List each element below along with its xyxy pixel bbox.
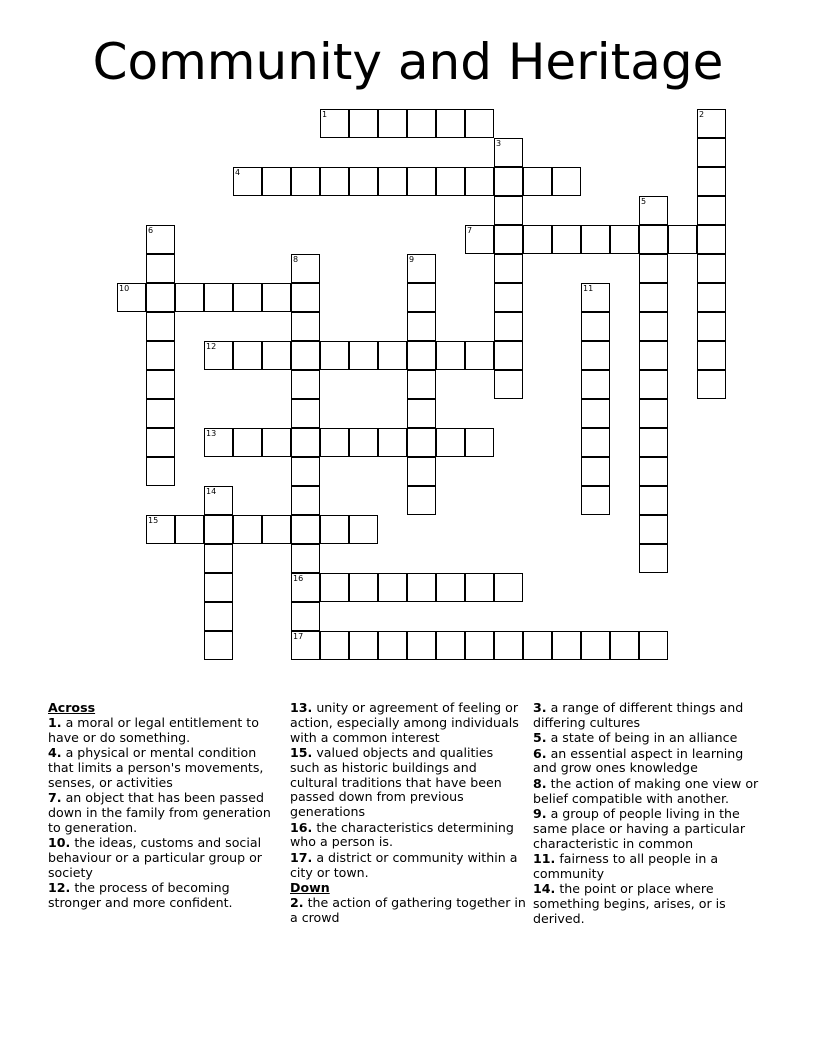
grid-cell[interactable] xyxy=(436,631,465,660)
grid-cell[interactable] xyxy=(291,486,320,515)
clue-number: 7 xyxy=(467,226,473,235)
grid-cell[interactable] xyxy=(436,167,465,196)
grid-cell[interactable] xyxy=(581,428,610,457)
grid-cell[interactable] xyxy=(378,428,407,457)
clue-across-13: 13. unity or agreement of feeling or action, especially among individuals with a common interest xyxy=(290,700,519,745)
grid-cell[interactable] xyxy=(407,341,436,370)
grid-cell[interactable] xyxy=(291,254,320,283)
grid-cell[interactable] xyxy=(349,428,378,457)
clue-number: 17 xyxy=(293,632,304,641)
grid-cell[interactable] xyxy=(146,370,175,399)
grid-cell[interactable] xyxy=(494,283,523,312)
grid-cell[interactable] xyxy=(407,312,436,341)
grid-cell[interactable] xyxy=(407,631,436,660)
clue-number: 16 xyxy=(293,574,304,583)
clue-down-6: 6. an essential aspect in learning and grow ones knowledge xyxy=(533,745,744,776)
grid-cell[interactable] xyxy=(291,515,320,544)
clue-number: 5 xyxy=(641,197,647,206)
grid-cell[interactable] xyxy=(146,428,175,457)
grid-cell[interactable] xyxy=(639,631,668,660)
grid-cell[interactable] xyxy=(291,283,320,312)
grid-cell[interactable] xyxy=(233,428,262,457)
grid-cell[interactable] xyxy=(349,631,378,660)
grid-cell[interactable] xyxy=(436,573,465,602)
grid-cell[interactable] xyxy=(378,573,407,602)
grid-cell[interactable] xyxy=(204,515,233,544)
grid-cell[interactable] xyxy=(610,225,639,254)
grid-cell[interactable] xyxy=(262,283,291,312)
grid-cell[interactable] xyxy=(581,225,610,254)
grid-cell[interactable] xyxy=(639,196,668,225)
grid-cell[interactable] xyxy=(697,109,726,138)
grid-cell[interactable] xyxy=(320,109,349,138)
grid-cell[interactable] xyxy=(697,167,726,196)
grid-cell[interactable] xyxy=(552,631,581,660)
clue-number: 1 xyxy=(322,110,328,119)
grid-cell[interactable] xyxy=(639,283,668,312)
grid-cell[interactable] xyxy=(581,312,610,341)
grid-cell[interactable] xyxy=(407,370,436,399)
clue-down-3: 3. a range of different things and differing cultures xyxy=(533,700,744,730)
grid-cell[interactable] xyxy=(262,167,291,196)
grid-cell[interactable] xyxy=(117,283,146,312)
grid-cell[interactable] xyxy=(465,167,494,196)
grid-cell[interactable] xyxy=(320,341,349,370)
clue-across-1: 1. a moral or legal entitlement to have or do something. xyxy=(48,714,259,745)
grid-cell[interactable] xyxy=(233,283,262,312)
grid-cell[interactable] xyxy=(291,602,320,631)
grid-cell[interactable] xyxy=(320,573,349,602)
grid-cell[interactable] xyxy=(407,428,436,457)
clue-column-2 xyxy=(290,701,526,926)
grid-cell[interactable] xyxy=(378,167,407,196)
grid-cell[interactable] xyxy=(146,254,175,283)
grid-cell[interactable] xyxy=(291,341,320,370)
grid-cell[interactable] xyxy=(639,486,668,515)
grid-cell[interactable] xyxy=(146,515,175,544)
grid-cell[interactable] xyxy=(262,428,291,457)
grid-cell[interactable] xyxy=(639,515,668,544)
grid-cell[interactable] xyxy=(146,457,175,486)
grid-cell[interactable] xyxy=(465,109,494,138)
clue-down-8: 8. the action of making one view or belief compatible with another. xyxy=(533,775,759,806)
grid-cell[interactable] xyxy=(204,283,233,312)
grid-cell[interactable] xyxy=(697,283,726,312)
down-header: Down xyxy=(290,879,330,895)
grid-cell[interactable] xyxy=(581,399,610,428)
grid-cell[interactable] xyxy=(465,631,494,660)
grid-cell[interactable] xyxy=(407,254,436,283)
grid-cell[interactable] xyxy=(262,515,291,544)
grid-cell[interactable] xyxy=(697,138,726,167)
grid-cell[interactable] xyxy=(436,341,465,370)
grid-cell[interactable] xyxy=(204,486,233,515)
clue-down-14: 14. the point or place where something begins, arises, or is derived. xyxy=(533,881,726,926)
grid-cell[interactable] xyxy=(494,196,523,225)
grid-cell[interactable] xyxy=(407,399,436,428)
grid-cell[interactable] xyxy=(697,341,726,370)
grid-cell[interactable] xyxy=(407,167,436,196)
grid-cell[interactable] xyxy=(349,167,378,196)
grid-cell[interactable] xyxy=(494,254,523,283)
grid-cell[interactable] xyxy=(378,341,407,370)
grid-cell[interactable] xyxy=(175,283,204,312)
grid-cell[interactable] xyxy=(291,544,320,573)
grid-cell[interactable] xyxy=(697,312,726,341)
clue-down-9: 9. a group of people living in the same place or having a particular characteristic in common xyxy=(533,805,746,851)
grid-cell[interactable] xyxy=(291,457,320,486)
grid-cell[interactable] xyxy=(639,312,668,341)
grid-cell[interactable] xyxy=(668,225,697,254)
page-title: Community and Heritage xyxy=(92,33,724,91)
grid-cell[interactable] xyxy=(639,370,668,399)
grid-cell[interactable] xyxy=(407,457,436,486)
grid-cell[interactable] xyxy=(291,631,320,660)
grid-cell[interactable] xyxy=(465,573,494,602)
clue-across-12: 12. the process of becoming stronger and more confident. xyxy=(48,879,233,910)
grid-cell[interactable] xyxy=(697,225,726,254)
clue-number: 15 xyxy=(148,516,159,525)
grid-cell[interactable] xyxy=(523,167,552,196)
grid-cell[interactable] xyxy=(581,370,610,399)
clue-number: 11 xyxy=(583,284,594,293)
grid-cell[interactable] xyxy=(349,515,378,544)
clue-number: 10 xyxy=(119,284,130,293)
grid-cell[interactable] xyxy=(291,399,320,428)
grid-cell[interactable] xyxy=(465,225,494,254)
grid-cell[interactable] xyxy=(146,341,175,370)
clue-down-5: 5. a state of being in an alliance xyxy=(533,730,738,746)
grid-cell[interactable] xyxy=(581,283,610,312)
grid-cell[interactable] xyxy=(233,515,262,544)
clue-across-17: 17. a district or community within a city or town. xyxy=(290,849,518,880)
grid-cell[interactable] xyxy=(146,399,175,428)
grid-cell[interactable] xyxy=(204,631,233,660)
grid-cell[interactable] xyxy=(204,428,233,457)
clue-number: 6 xyxy=(148,226,154,235)
grid-cell[interactable] xyxy=(610,631,639,660)
grid-cell[interactable] xyxy=(233,341,262,370)
grid-cell[interactable] xyxy=(639,341,668,370)
grid-cell[interactable] xyxy=(494,138,523,167)
grid-cell[interactable] xyxy=(639,428,668,457)
grid-cell[interactable] xyxy=(639,544,668,573)
grid-cell[interactable] xyxy=(146,312,175,341)
grid-cell[interactable] xyxy=(639,457,668,486)
clue-number: 4 xyxy=(235,168,241,177)
grid-cell[interactable] xyxy=(320,515,349,544)
grid-cell[interactable] xyxy=(581,341,610,370)
grid-cell[interactable] xyxy=(523,631,552,660)
clue-across-4: 4. a physical or mental condition that limits a person's movements, senses, or activities xyxy=(48,744,264,790)
clue-number: 12 xyxy=(206,342,217,351)
grid-cell[interactable] xyxy=(494,225,523,254)
grid-cell[interactable] xyxy=(407,283,436,312)
grid-cell[interactable] xyxy=(697,254,726,283)
grid-cell[interactable] xyxy=(320,428,349,457)
grid-cell[interactable] xyxy=(320,167,349,196)
grid-cell[interactable] xyxy=(204,544,233,573)
clue-column-1 xyxy=(48,701,280,911)
grid-cell[interactable] xyxy=(494,370,523,399)
clue-down-2: 2. the action of gathering together in a crowd xyxy=(290,894,526,925)
clue-number: 13 xyxy=(206,429,217,438)
grid-cell[interactable] xyxy=(697,370,726,399)
clue-across-7: 7. an object that has been passed down in the family from generation to generation. xyxy=(48,789,271,835)
grid-cell[interactable] xyxy=(175,515,204,544)
grid-cell[interactable] xyxy=(320,631,349,660)
clue-number: 2 xyxy=(699,110,705,119)
grid-cell[interactable] xyxy=(697,196,726,225)
grid-cell[interactable] xyxy=(639,399,668,428)
clue-number: 14 xyxy=(206,487,217,496)
clue-across-15: 15. valued objects and qualities such as historic buildings and cultural traditions that have been passed down from previous generations xyxy=(290,744,502,820)
grid-cell[interactable] xyxy=(349,109,378,138)
clue-across-16: 16. the characteristics determining who a person is. xyxy=(290,819,514,850)
grid-cell[interactable] xyxy=(291,167,320,196)
grid-cell[interactable] xyxy=(639,254,668,283)
grid-cell[interactable] xyxy=(407,486,436,515)
grid-cell[interactable] xyxy=(581,631,610,660)
grid-cell[interactable] xyxy=(146,283,175,312)
grid-cell[interactable] xyxy=(378,109,407,138)
grid-cell[interactable] xyxy=(494,167,523,196)
grid-cell[interactable] xyxy=(349,573,378,602)
clue-down-11: 11. fairness to all people in a community xyxy=(533,850,719,881)
grid-cell[interactable] xyxy=(291,370,320,399)
grid-cell[interactable] xyxy=(262,341,291,370)
grid-cell[interactable] xyxy=(436,428,465,457)
grid-cell[interactable] xyxy=(523,225,552,254)
grid-cell[interactable] xyxy=(552,167,581,196)
grid-cell[interactable] xyxy=(552,225,581,254)
grid-cell[interactable] xyxy=(494,312,523,341)
grid-cell[interactable] xyxy=(146,225,175,254)
grid-cell[interactable] xyxy=(378,631,407,660)
grid-cell[interactable] xyxy=(465,428,494,457)
grid-cell[interactable] xyxy=(494,573,523,602)
grid-cell[interactable] xyxy=(407,573,436,602)
grid-cell[interactable] xyxy=(407,109,436,138)
across-header: Across xyxy=(48,700,96,715)
grid-cell[interactable] xyxy=(494,631,523,660)
clue-number: 8 xyxy=(293,255,299,264)
grid-cell[interactable] xyxy=(349,341,378,370)
grid-cell[interactable] xyxy=(204,573,233,602)
grid-cell[interactable] xyxy=(581,486,610,515)
grid-cell[interactable] xyxy=(291,428,320,457)
clue-across-10: 10. the ideas, customs and social behaviour or a particular group or society xyxy=(48,834,262,880)
grid-cell[interactable] xyxy=(233,167,262,196)
grid-cell[interactable] xyxy=(639,225,668,254)
grid-cell[interactable] xyxy=(465,341,494,370)
grid-cell[interactable] xyxy=(581,457,610,486)
grid-cell[interactable] xyxy=(436,109,465,138)
grid-cell[interactable] xyxy=(494,341,523,370)
grid-cell[interactable] xyxy=(291,312,320,341)
clue-number: 9 xyxy=(409,255,415,264)
grid-cell[interactable] xyxy=(291,573,320,602)
grid-cell[interactable] xyxy=(204,341,233,370)
clue-column-3 xyxy=(533,701,769,927)
grid-cell[interactable] xyxy=(204,602,233,631)
clue-number: 3 xyxy=(496,139,502,148)
